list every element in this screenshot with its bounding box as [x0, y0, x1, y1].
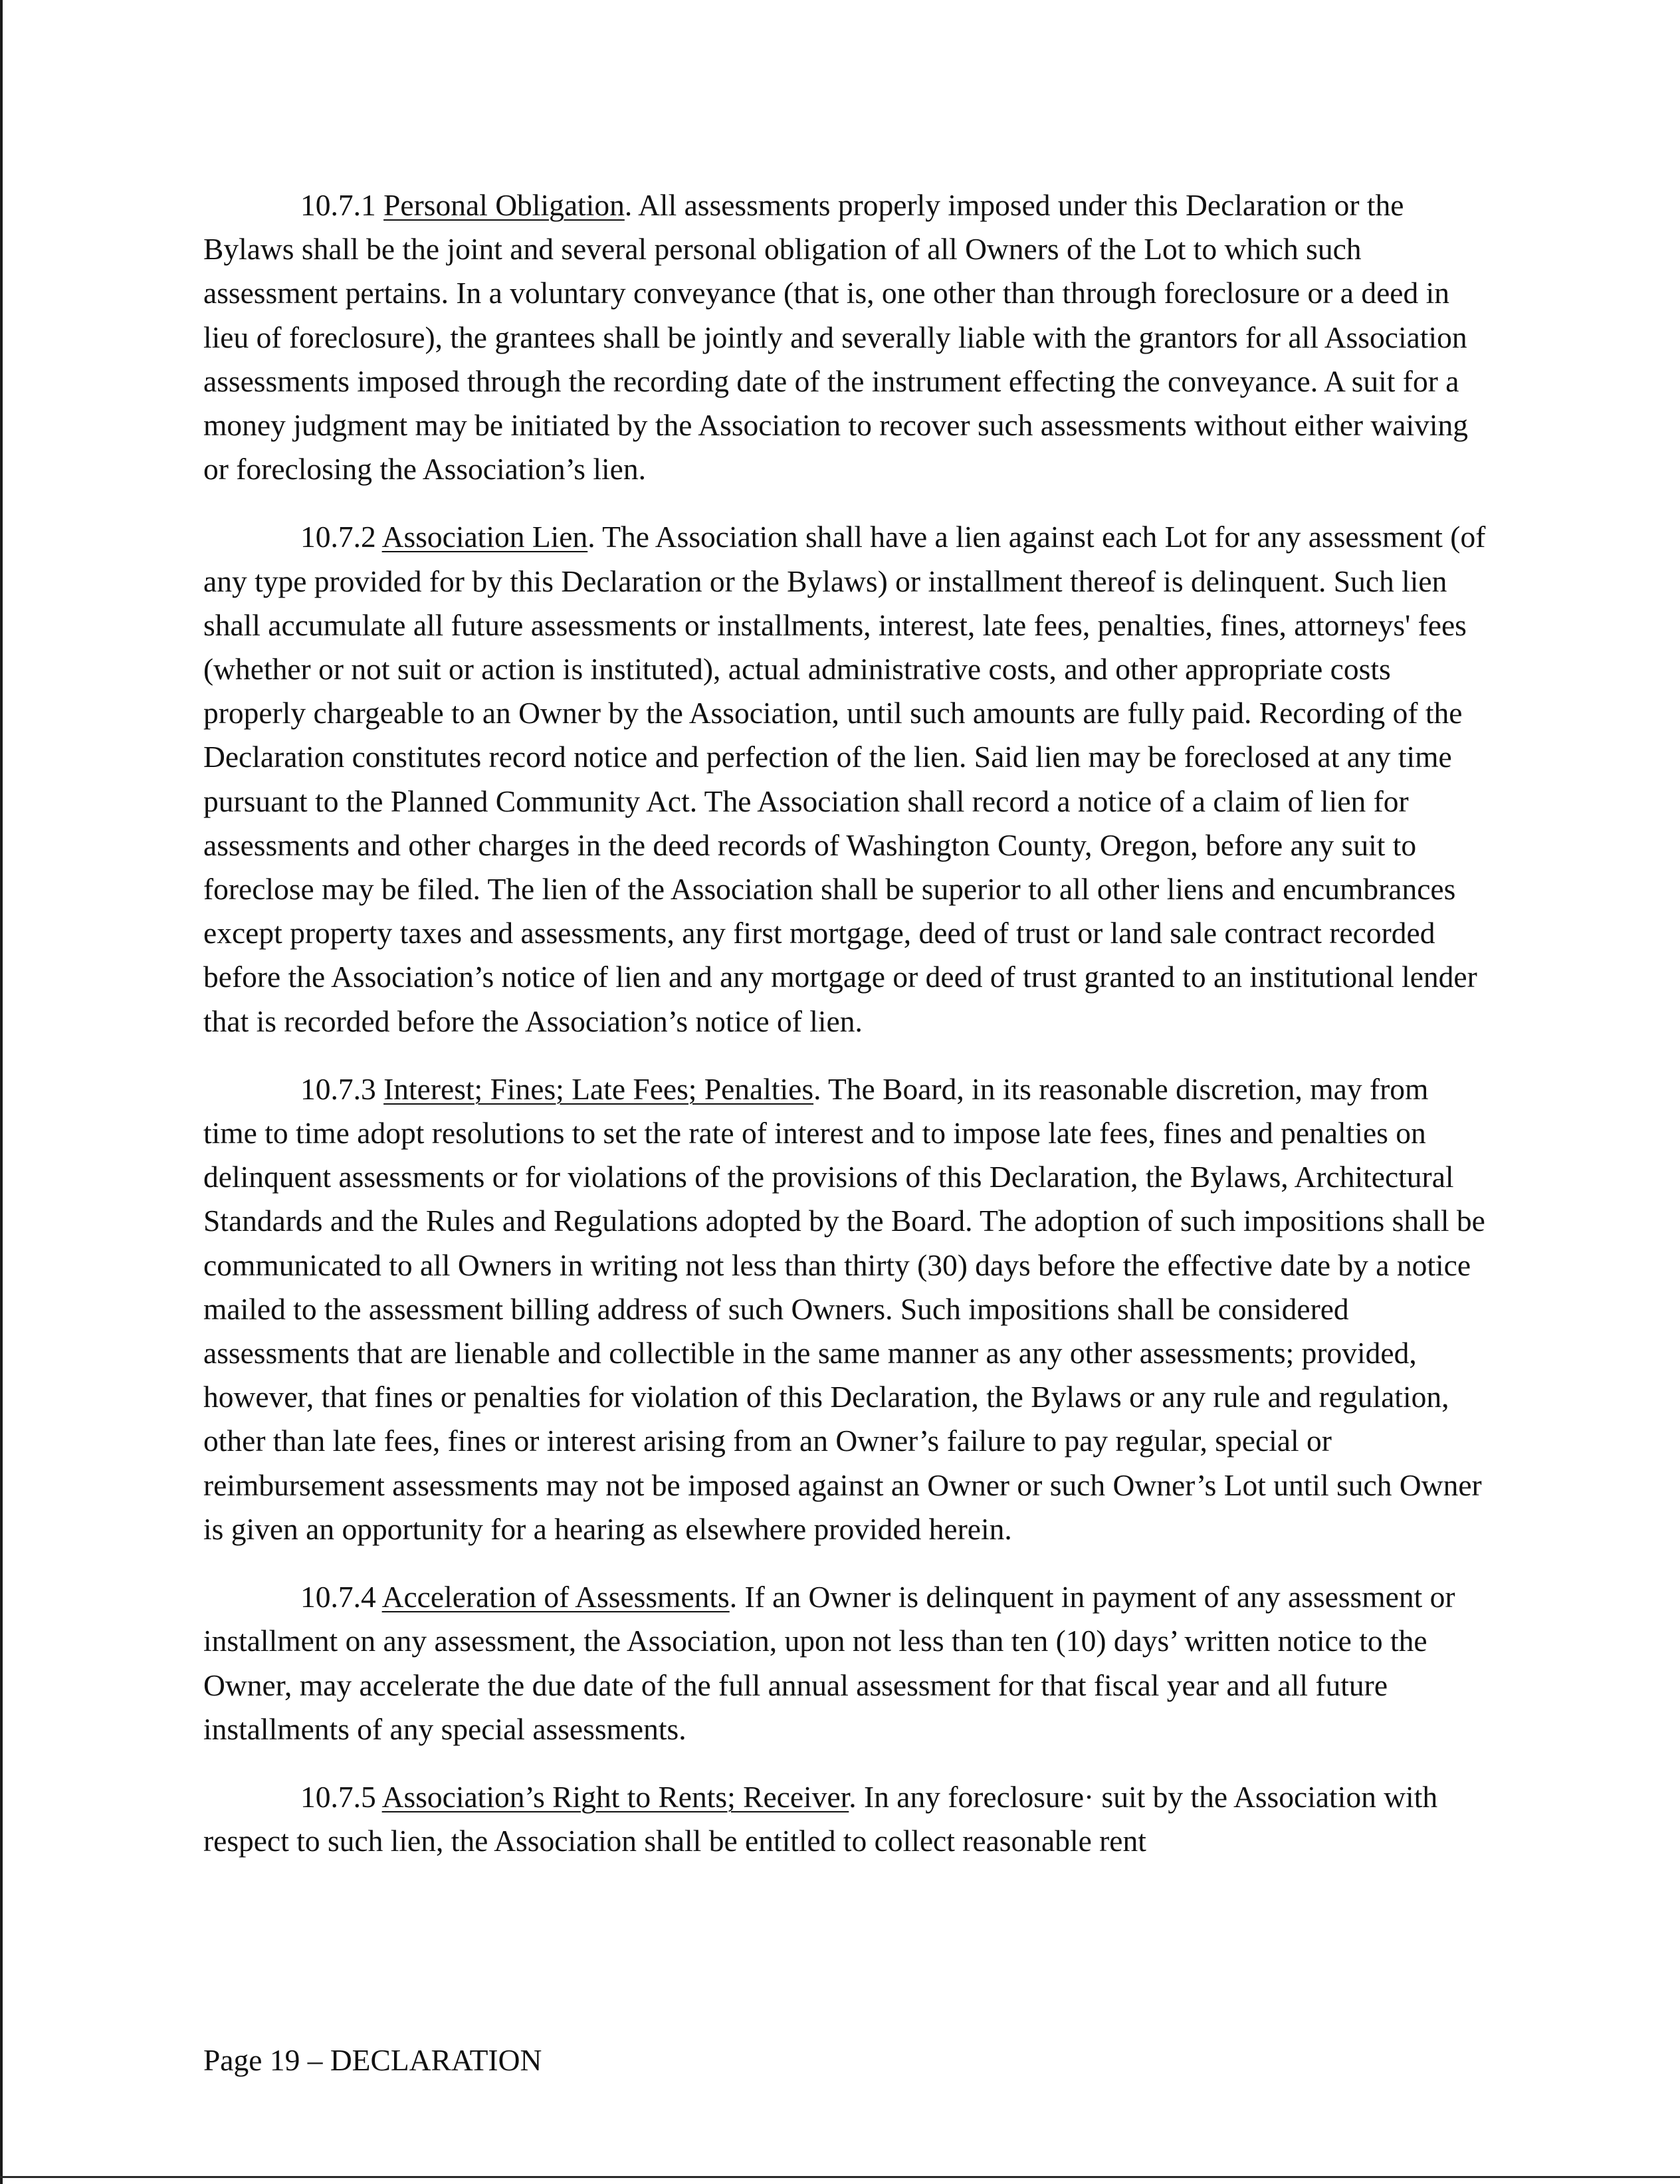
- section-heading: Association’s Right to Rents; Receiver: [381, 1779, 849, 1814]
- section-number: 10.7.4: [300, 1580, 376, 1614]
- section-number: 10.7.3: [300, 1071, 376, 1106]
- section-heading: Acceleration of Assessments: [381, 1580, 730, 1614]
- section-10-7-3: [203, 1067, 1486, 1551]
- section-10-7-2: [203, 515, 1486, 1043]
- section-number: 10.7.2: [300, 520, 376, 554]
- page-bottom-edge: [0, 2176, 1680, 2178]
- section-heading: Personal Obligation: [383, 188, 625, 222]
- section-10-7-5: [203, 1775, 1486, 1863]
- page-footer: Page 19 – DECLARATION: [203, 2043, 542, 2077]
- section-text: . The Board, in its reasonable discretion, may from time to time adopt resolutions to set the rate of interest and to impose late fees, fines and penalties on delinquent assessments or for violations of the provisions of this Declaration, the Bylaws, Architectural Standards and the Rules and Regulations adopted by the Board. The adoption of such impositions shall be communicated to all Owners in writing not less than thirty (30) days before the effective date by a notice mailed to the assessment billing address of such Owners. Such impositions shall be considered assessments that are lienable and collectible in the same manner as any other assessments; provided, however, that fines or penalties for violation of this Declaration, the Bylaws or any rule and regulation, other than late fees, fines or interest arising from an Owner’s failure to pay regular, special or reimbursement assessments may not be imposed against an Owner or such Owner’s Lot until such Owner is given an opportunity for a hearing as elsewhere provided herein.: [203, 1071, 1485, 1546]
- section-number: 10.7.1: [300, 188, 376, 222]
- section-number: 10.7.5: [300, 1779, 376, 1814]
- section-text: . The Association shall have a lien against each Lot for any assessment (of any type provided for by this Declaration or the Bylaws) or installment thereof is delinquent. Such lien shall accumulate all future assessments or installments, interest, late fees, penalties, fines, attorneys' fees (whether or not suit or action is instituted), actual administrative costs, and other appropriate costs properly chargeable to an Owner by the Association, until such amounts are fully paid. Recording of the Declaration constitutes record notice and perfection of the lien. Said lien may be foreclosed at any time pursuant to the Planned Community Act. The Association shall record a notice of a claim of lien for assessments and other charges in the deed records of Washington County, Oregon, before any suit to foreclose may be filed. The lien of the Association shall be superior to all other liens and encumbrances except property taxes and assessments, any first mortgage, deed of trust or land sale contract recorded before the Association’s notice of lien and any mortgage or deed of trust granted to an institutional lender that is recorded before the Association’s notice of lien.: [203, 520, 1486, 1038]
- page-left-edge: [0, 0, 3, 2184]
- section-text: . If an Owner is delinquent in payment of any assessment or installment on any assessment, the Association, upon not less than ten (10) days’ written notice to the Owner, may accelerate the due date of the full annual assessment for that fiscal year and all future installments of any special assessments.: [203, 1580, 1455, 1746]
- section-text: . In any foreclosure· suit by the Association with respect to such lien, the Association shall be entitled to collect reasonable rent: [203, 1779, 1438, 1858]
- section-heading: Association Lien: [381, 520, 588, 554]
- section-heading: Interest; Fines; Late Fees; Penalties: [383, 1071, 814, 1106]
- section-10-7-1: [203, 183, 1486, 491]
- section-10-7-4: [203, 1575, 1486, 1751]
- document-body: [203, 183, 1486, 1887]
- section-text: . All assessments properly imposed under this Declaration or the Bylaws shall be the joint and several personal obligation of all Owners of the Lot to which such assessment pertains. In a voluntary conveyance (that is, one other than through foreclosure or a deed in lieu of foreclosure), the grantees shall be jointly and severally liable with the grantors for all Association assessments imposed through the recording date of the instrument effecting the conveyance. A suit for a money judgment may be initiated by the Association to recover such assessments without either waiving or foreclosing the Association’s lien.: [203, 188, 1469, 487]
